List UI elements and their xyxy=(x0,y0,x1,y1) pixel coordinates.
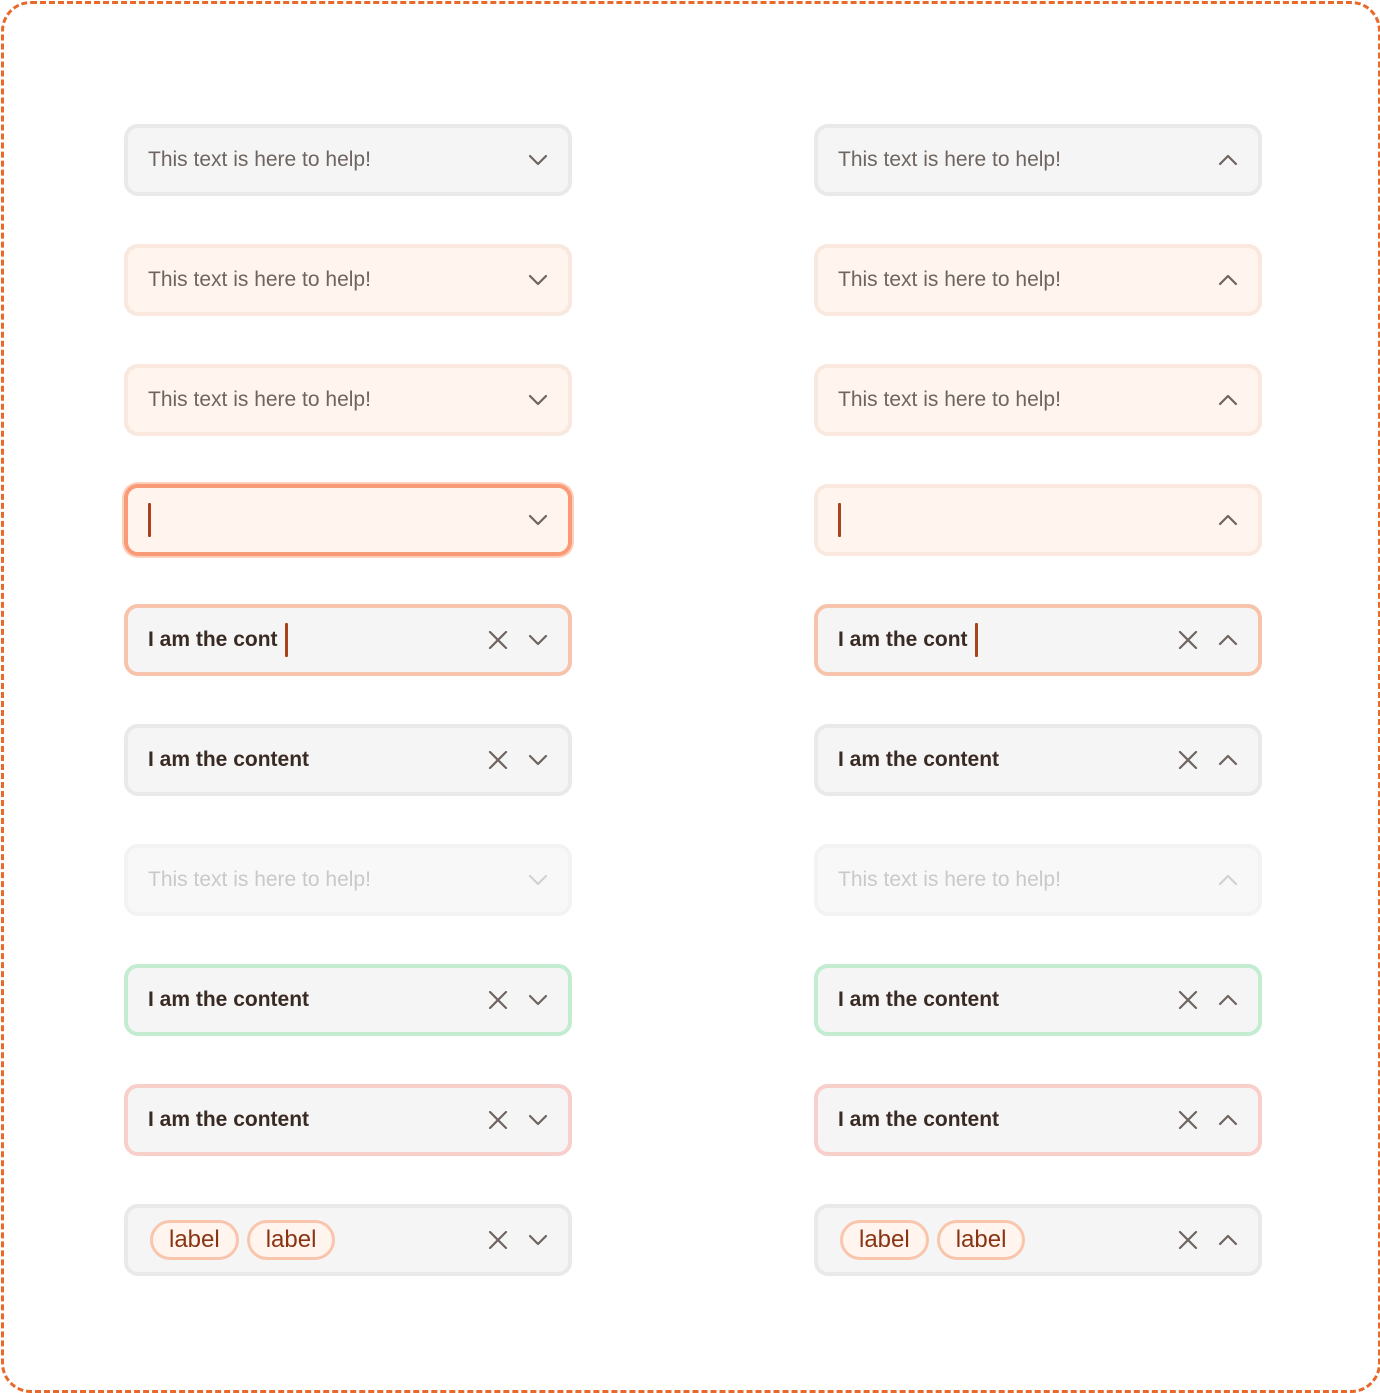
close-icon[interactable] xyxy=(1176,628,1200,652)
chevron-up-icon[interactable] xyxy=(1216,988,1240,1012)
select-field-success[interactable] xyxy=(124,964,572,1036)
close-icon[interactable] xyxy=(486,988,510,1012)
chevron-up-icon xyxy=(1216,868,1240,892)
chevron-up-icon[interactable] xyxy=(1216,268,1240,292)
select-field-disabled xyxy=(124,844,572,916)
chevron-up-icon[interactable] xyxy=(1216,508,1240,532)
select-field-typing[interactable] xyxy=(814,604,1262,676)
close-icon[interactable] xyxy=(486,1228,510,1252)
close-icon[interactable] xyxy=(486,628,510,652)
select-field-disabled xyxy=(814,844,1262,916)
chevron-up-icon[interactable] xyxy=(1216,1108,1240,1132)
select-field-filled[interactable] xyxy=(814,724,1262,796)
tag-chip[interactable]: label xyxy=(937,1220,1026,1260)
select-field-error[interactable] xyxy=(814,1084,1262,1156)
select-field-focused[interactable] xyxy=(124,484,572,556)
text-caret xyxy=(838,503,841,537)
text-caret xyxy=(285,623,288,657)
chevron-up-icon[interactable] xyxy=(1216,1228,1240,1252)
select-value: I am the content xyxy=(838,988,1000,1011)
select-value: I am the content xyxy=(838,1108,1000,1131)
select-value: I am the cont xyxy=(148,628,278,651)
chevron-down-icon[interactable] xyxy=(526,388,550,412)
chevron-down-icon xyxy=(526,868,550,892)
select-field-focused[interactable] xyxy=(814,484,1262,556)
select-field-multi-tags[interactable] xyxy=(814,1204,1262,1276)
select-field-success[interactable] xyxy=(814,964,1262,1036)
select-placeholder: This text is here to help! xyxy=(148,268,371,291)
select-value: I am the content xyxy=(148,748,310,771)
select-column-closed xyxy=(124,124,572,1324)
select-field-pressed[interactable] xyxy=(814,364,1262,436)
select-field-typing[interactable] xyxy=(124,604,572,676)
select-placeholder: This text is here to help! xyxy=(838,388,1061,411)
select-field-pressed[interactable] xyxy=(124,364,572,436)
chevron-up-icon[interactable] xyxy=(1216,628,1240,652)
tag-chip[interactable]: label xyxy=(150,1220,239,1260)
close-icon[interactable] xyxy=(1176,988,1200,1012)
select-value: I am the cont xyxy=(838,628,968,651)
chevron-up-icon[interactable] xyxy=(1216,388,1240,412)
chevron-down-icon[interactable] xyxy=(526,1228,550,1252)
chevron-up-icon[interactable] xyxy=(1216,748,1240,772)
select-placeholder: This text is here to help! xyxy=(838,148,1061,171)
select-field-multi-tags[interactable] xyxy=(124,1204,572,1276)
chevron-down-icon[interactable] xyxy=(526,268,550,292)
chevron-down-icon[interactable] xyxy=(526,508,550,532)
select-value: I am the content xyxy=(148,1108,310,1131)
select-placeholder: This text is here to help! xyxy=(148,148,371,171)
chevron-down-icon[interactable] xyxy=(526,1108,550,1132)
select-field-default[interactable] xyxy=(814,124,1262,196)
close-icon[interactable] xyxy=(486,1108,510,1132)
select-placeholder: This text is here to help! xyxy=(838,268,1061,291)
chevron-down-icon[interactable] xyxy=(526,988,550,1012)
tag-chip[interactable]: label xyxy=(247,1220,336,1260)
canvas-frame xyxy=(1,1,1380,1393)
select-value: I am the content xyxy=(148,988,310,1011)
select-column-open xyxy=(814,124,1262,1324)
close-icon[interactable] xyxy=(486,748,510,772)
close-icon[interactable] xyxy=(1176,1228,1200,1252)
chevron-down-icon[interactable] xyxy=(526,748,550,772)
select-field-filled[interactable] xyxy=(124,724,572,796)
select-value: I am the content xyxy=(838,748,1000,771)
close-icon[interactable] xyxy=(1176,748,1200,772)
close-icon[interactable] xyxy=(1176,1108,1200,1132)
select-placeholder: This text is here to help! xyxy=(838,868,1061,891)
chevron-down-icon[interactable] xyxy=(526,628,550,652)
chevron-up-icon[interactable] xyxy=(1216,148,1240,172)
select-placeholder: This text is here to help! xyxy=(148,868,371,891)
select-field-hover[interactable] xyxy=(814,244,1262,316)
select-field-hover[interactable] xyxy=(124,244,572,316)
select-field-error[interactable] xyxy=(124,1084,572,1156)
tag-chip[interactable]: label xyxy=(840,1220,929,1260)
select-field-default[interactable] xyxy=(124,124,572,196)
chevron-down-icon[interactable] xyxy=(526,148,550,172)
select-placeholder: This text is here to help! xyxy=(148,388,371,411)
text-caret xyxy=(975,623,978,657)
text-caret xyxy=(148,503,151,537)
